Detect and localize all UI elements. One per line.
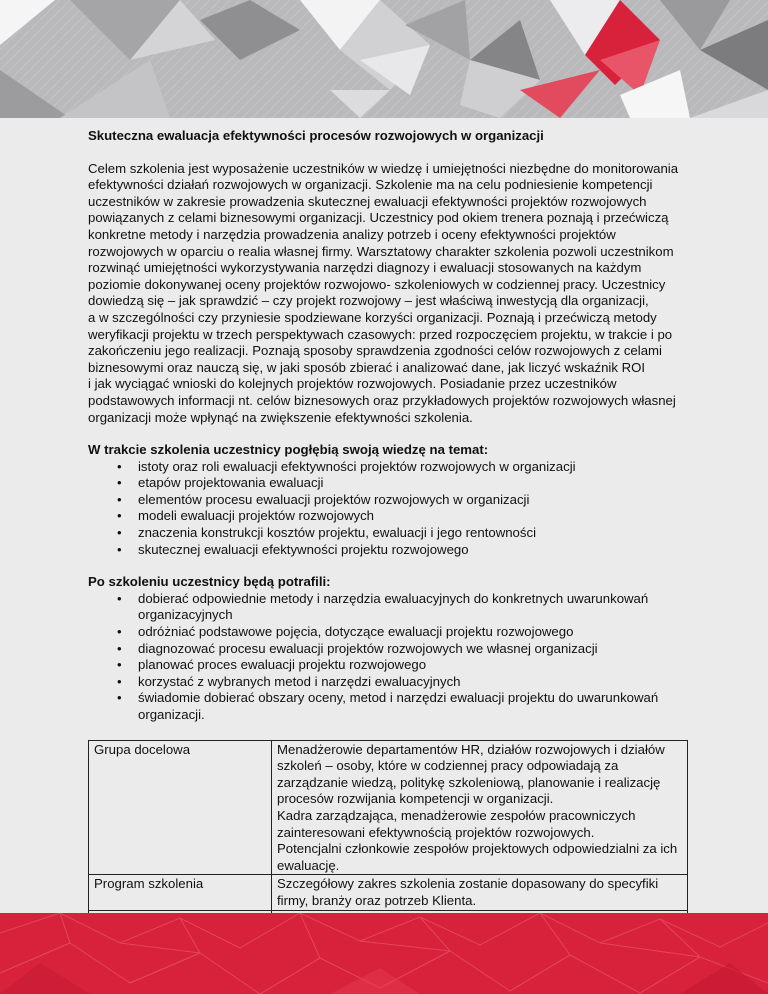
- list-item: [88, 591, 688, 624]
- list-item-line: organizacji.: [138, 707, 205, 722]
- skills-list: [88, 591, 688, 724]
- intro-line: konkretne metody i narzędzia prowadzenia analizy potrzeb i oceny efektywności projektów: [88, 226, 616, 242]
- intro-line: i jak wyciągać wnioski do kolejnych projektów rozwojowych. Posiadanie przez uczestników: [88, 376, 617, 392]
- intro-line: weryfikacji projektu w trzech perspektywach czasowych: przed rozpoczęciem projektu, w trakcie i po: [88, 326, 673, 342]
- cell-line: szkoleń – osoby, które w codziennej pracy odpowiadają za: [277, 758, 619, 774]
- cell-line: zainteresowani efektywnością projektów rozwojowych.: [277, 824, 595, 840]
- table-cell-value: [272, 875, 688, 910]
- list-item: [88, 674, 688, 691]
- intro-line: zakończeniu jego realizacji. Poznają sposoby sprawdzenia zgodności celów rozwojowych z celami: [88, 343, 662, 359]
- cell-line: firmy, branży oraz potrzeb Klienta.: [277, 892, 477, 908]
- knowledge-section-heading: W trakcie szkolenia uczestnicy pogłębią swoją wiedzę na temat:: [88, 442, 489, 458]
- list-item-line: świadomie dobierać obszary oceny, metod i narzędzi ewaluacji projektu do uwarunkowań: [138, 690, 659, 706]
- cell-line: Menadżerowie departamentów HR, działów rozwojowych i działów: [277, 741, 665, 757]
- intro-line: a w szczególności czy przyniesie spodziewane korzyści organizacji. Poznają i przećwiczą metody: [88, 309, 657, 325]
- cell-line: Szczegółowy zakres szkolenia zostanie dopasowany do specyfiki: [277, 876, 659, 892]
- list-item: • znaczenia konstrukcji kosztów projektu, ewaluacji i jego rentowności: [88, 525, 688, 542]
- cell-line: ewaluację.: [277, 857, 340, 873]
- table-cell-label: Grupa docelowa: [89, 740, 272, 875]
- cell-line: Kadra zarządzająca, menadżerowie zespołów pracowniczych: [277, 807, 636, 823]
- document-body: [88, 128, 688, 946]
- list-item-line: odróżniać podstawowe pojęcia, dotyczące ewaluacji projektu rozwojowego: [138, 624, 574, 640]
- list-item: • etapów projektowania ewaluacji: [88, 475, 688, 492]
- list-item: • modeli ewaluacji projektów rozwojowych: [88, 508, 688, 525]
- intro-line: organizacji może wpłynąć na zwiększenie efektywności szkolenia.: [88, 409, 473, 425]
- cell-line: zarządzanie wiedzą, politykę szkoleniową, planowanie i realizację: [277, 774, 661, 790]
- triangle-pattern-footer: [0, 913, 768, 994]
- list-item: [88, 657, 688, 674]
- header-decorative-band: [0, 0, 768, 118]
- intro-line: Celem szkolenia jest wyposażenie uczestników w wiedzę i umiejętności niezbędne do monitorowania: [88, 160, 679, 176]
- table-row: [89, 875, 688, 910]
- intro-paragraph: [88, 161, 688, 427]
- skills-section-heading: Po szkoleniu uczestnicy będą potrafili:: [88, 574, 331, 590]
- cell-line: Potencjalni członkowie zespołów projektowych odpowiedzialni za ich: [277, 841, 678, 857]
- document-title: Skuteczna ewaluacja efektywności procesów rozwojowych w organizacji: [88, 128, 544, 143]
- list-item-line: organizacyjnych: [138, 607, 233, 623]
- intro-line: dowiedzą się – jak sprawdzić – czy projekt rozwojowy – jest właściwą inwestycją dla organizacji,: [88, 293, 649, 309]
- list-item: [88, 624, 688, 641]
- list-item: • istoty oraz roli ewaluacji efektywności projektów rozwojowych w organizacji: [88, 459, 688, 476]
- table-cell-label: Program szkolenia: [89, 875, 272, 910]
- intro-line: powiązanych z celami biznesowymi organizacji. Uczestnicy pod okiem trenera poznają i przećwiczą: [88, 210, 669, 226]
- footer-decorative-band: [0, 913, 768, 994]
- list-item: [88, 690, 688, 723]
- intro-line: poziomie dokonywanej oceny projektów rozwojowo- szkoleniowych w codziennej pracy. Uczestnicy: [88, 276, 666, 292]
- intro-line: podstawowych informacji nt. celów biznesowych oraz przykładowych projektów rozwojowych własnej: [88, 392, 676, 408]
- intro-line: uczestników w zakresie prowadzenia skutecznej ewaluacji efektywności projektów rozwojowych: [88, 193, 647, 209]
- triangle-pattern-header: [0, 0, 768, 118]
- intro-line: rozwinąć umiejętności wykorzystywania narzędzi diagnozy i ewaluacji stosowanych na każdym: [88, 260, 642, 276]
- list-item: [88, 641, 688, 658]
- knowledge-list: [88, 459, 688, 559]
- intro-line: efektywności działań rozwojowych w organizacji. Szkolenie ma na celu podniesienie kompetencji: [88, 177, 653, 193]
- cell-line: procesów rozwijania kompetencji w organizacji.: [277, 791, 554, 807]
- list-item-line: dobierać odpowiednie metody i narzędzia ewaluacyjnych do konkretnych uwarunkowań: [138, 590, 649, 606]
- intro-line: rozwojowych w oparciu o realia własnej firmy. Warsztatowy charakter szkolenia pozwoli uczestnikom: [88, 243, 674, 259]
- intro-line: biznesowymi oraz nauczą się, w jaki sposób zbierać i analizować dane, jak liczyć wskaźnik ROI: [88, 359, 646, 375]
- table-cell-value: [272, 740, 688, 875]
- table-row: [89, 740, 688, 875]
- list-item: • elementów procesu ewaluacji projektów rozwojowych w organizacji: [88, 492, 688, 509]
- list-item-line: korzystać z wybranych metod i narzędzi ewaluacyjnych: [138, 673, 461, 689]
- list-item-line: planować proces ewaluacji projektu rozwojowego: [138, 657, 427, 673]
- list-item-line: diagnozować procesu ewaluacji projektów rozwojowych we własnej organizacji: [138, 640, 598, 656]
- list-item: • skutecznej ewaluacji efektywności projektu rozwojowego: [88, 542, 688, 559]
